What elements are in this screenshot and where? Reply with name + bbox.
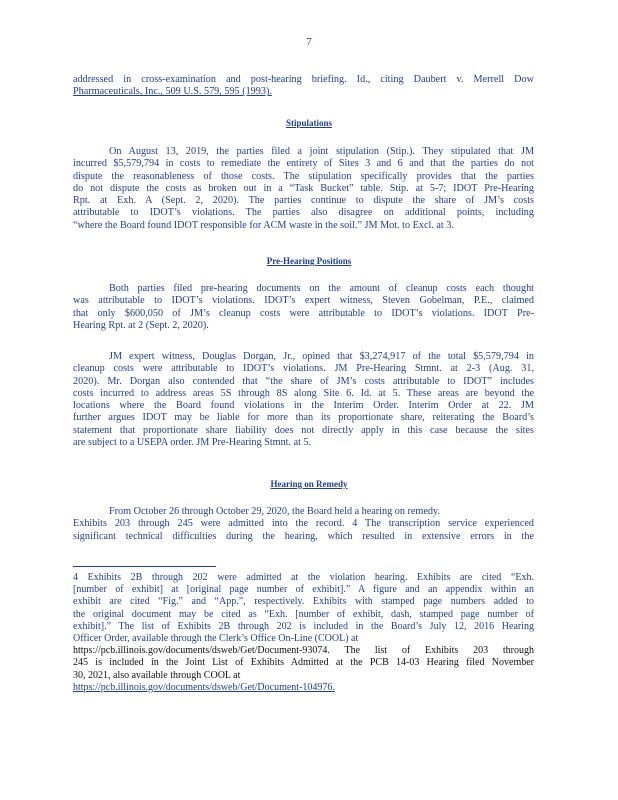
hearing-paragraph <box>73 506 534 543</box>
stip-line: “where the Board found IDOT responsible for ACM waste in the soil.” JM Mot. to Excl. at 3. <box>73 219 454 231</box>
footnote-line: [number of exhibit] at [original page number of exhibit].” A figure and an appendix within an <box>73 584 534 596</box>
stip-line: dispute the reasonableness of those costs. The stipulation specifically provides that the parties <box>73 170 534 182</box>
footnote-link-line[interactable]: https://pcb.illinois.gov/documents/dsweb/Get/Document-93074. The list of Exhibits 203 through <box>73 645 534 657</box>
pre-line: 2020). Mr. Dorgan also contended that “the share of JM’s costs attributable to IDOT” includes <box>73 375 534 387</box>
pre-line: Both parties filed pre-hearing documents on the amount of cleanup costs each thought <box>109 283 534 294</box>
pre-line: are subject to a USEPA order. JM Pre-Hearing Stmnt. at 5. <box>73 437 312 449</box>
pre-line: Hearing Rpt. at 2 (Sept. 2, 2020). <box>73 319 209 331</box>
hearing-line: significant technical difficulties during the hearing, which resulted in extensive errors in the <box>73 530 534 542</box>
footnote-line: 30, 2021, also available through COOL at <box>73 669 241 681</box>
pre-line: costs incurred to address areas 5S through 8S along Site 6. Id. at 5. These areas are beyond the <box>73 387 534 399</box>
footnote-line: exhibit].” The list of Exhibits 2B through 202 is included in the Board’s July 12, 2016 Hearing <box>73 620 534 632</box>
pre-line: further argues IDOT may be liable for more than its proportionate share, reiterating the Board’s <box>73 412 534 424</box>
hearing-line: Exhibits 203 through 245 were admitted into the record. 4 The transcription service experienced <box>73 518 534 530</box>
pre-line: JM expert witness, Douglas Dorgan, Jr., opined that $3,274,917 of the total $5,579,794 in <box>109 351 534 362</box>
stip-line: On August 13, 2019, the parties filed a joint stipulation (Stip.). They stipulated that JM <box>109 146 534 157</box>
page-number: 7 <box>306 36 312 48</box>
footnote-line: the original document may be cited as “Exh. [number of exhibit, dash, stamped page number of <box>73 608 534 620</box>
footnote-line: 4 Exhibits 2B through 202 were admitted at the violation hearing. Exhibits are cited “Exh. <box>73 572 534 583</box>
intro-line-2: Pharmaceuticals, Inc., 509 U.S. 579, 595 (1993). <box>73 86 272 98</box>
intro-line-1: addressed in cross-examination and post-hearing briefing. Id., citing Daubert v. Merrell Dow <box>73 74 534 85</box>
stip-line: attributable to IDOT’s violations. The parties also disagree on additional points, including <box>73 207 534 219</box>
hearing-line: From October 26 through October 29, 2020, the Board held a hearing on remedy. <box>109 506 440 517</box>
hearing-heading: Hearing on Remedy <box>270 479 348 489</box>
footnote-line: exhibit are cited “Fig.” and “App.”, respectively. Exhibits with stamped page numbers added to <box>73 596 534 608</box>
pre-line: cleanup costs were attributable to IDOT’s violations. JM Pre-Hearing Stmnt. at 2-3 (Aug. 31, <box>73 363 534 375</box>
pre-hearing-heading: Pre-Hearing Positions <box>266 256 352 266</box>
pre-line: statement that proportionate share liability does not directly apply in this case because the sites <box>73 424 534 436</box>
stip-line: Rpt. at Exh. A (Sept. 2, 2020). The parties continue to dispute the share of JM’s costs <box>73 195 534 207</box>
pre-hearing-paragraph-2 <box>73 351 534 449</box>
footnote <box>73 572 534 694</box>
pre-line: was attributable to IDOT’s violations. IDOT’s expert witness, Steven Gobelman, P.E., claimed <box>73 295 534 307</box>
footnote-line: 245 is included in the Joint List of Exhibits Admitted at the PCB 14-03 Hearing filed November <box>73 657 534 669</box>
pre-hearing-paragraph-1 <box>73 283 534 332</box>
intro-paragraph <box>73 74 534 99</box>
footnote-divider <box>73 566 216 567</box>
pre-line: locations where the Board found violations in the Interim Order. Interim Order at 22. JM <box>73 400 534 412</box>
stip-line: incurred $5,579,794 in costs to remediate the entirety of Sites 3 and 6 and that the parties do not <box>73 158 534 170</box>
stipulations-paragraph <box>73 146 534 232</box>
stipulations-heading: Stipulations <box>285 118 333 128</box>
footnote-link-line[interactable]: https://pcb.illinois.gov/documents/dsweb/Get/Document-104976. <box>73 681 335 693</box>
stip-line: do not dispute the costs as broken out in a “Task Bucket” table. Stip. at 5-7; IDOT Pre-Hearing <box>73 182 534 194</box>
pre-line: that only $600,050 of JM’s cleanup costs were attributable to IDOT’s violations. IDOT Pre- <box>73 307 534 319</box>
footnote-line: Officer Order, available through the Clerk’s Office On-Line (COOL) at <box>73 633 359 645</box>
